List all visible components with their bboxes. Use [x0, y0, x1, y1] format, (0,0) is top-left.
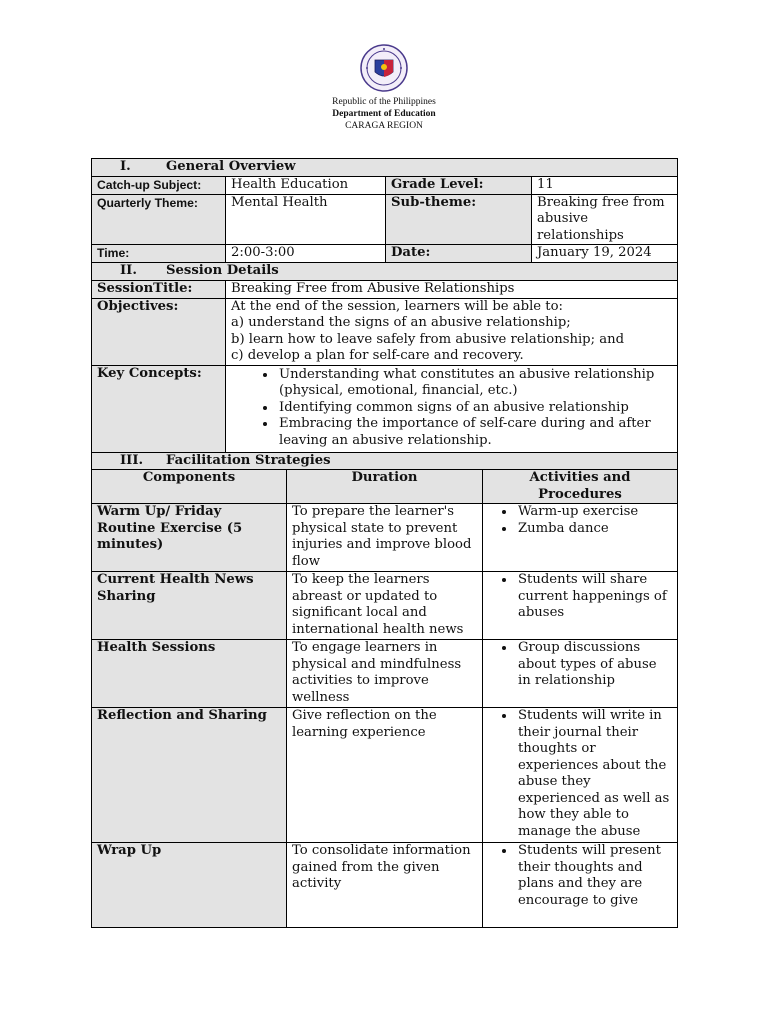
- date-value: January 19, 2024: [532, 245, 678, 263]
- col-header-activities: Activities and Procedures: [483, 470, 678, 504]
- key-concepts-label: Key Concepts:: [92, 365, 226, 452]
- component-cell: Reflection and Sharing: [92, 708, 287, 843]
- subtheme-label: Sub-theme:: [386, 194, 532, 245]
- key-concept-item: • Understanding what constitutes an abusive relationship (physical, emotional, financial, etc.): [277, 367, 672, 400]
- activities-list: [488, 843, 672, 909]
- facilitation-table: [91, 469, 678, 928]
- header-department: Department of Education: [332, 109, 436, 119]
- objective-line: a) understand the signs of an abusive relationship;: [231, 315, 571, 330]
- component-cell: Warm Up/ Friday Routine Exercise (5 minutes): [92, 504, 287, 572]
- date-label: Date:: [386, 245, 532, 263]
- session-title-label: SessionTitle:: [92, 280, 226, 298]
- objective-line: c) develop a plan for self-care and recovery.: [231, 348, 524, 363]
- objective-line: At the end of the session, learners will be able to:: [231, 298, 563, 314]
- component-cell: Wrap Up: [92, 843, 287, 928]
- key-concept-item: • Identifying common signs of an abusive relationship: [277, 400, 672, 417]
- section-general-overview: [92, 159, 678, 177]
- activity-item: • Warm-up exercise: [516, 504, 672, 521]
- table-row: [92, 640, 678, 708]
- duration-cell: To keep the learners abreast or updated to significant local and international health news: [287, 572, 483, 640]
- section-session-details: [92, 263, 678, 281]
- session-title-value: Breaking Free from Abusive Relationships: [226, 280, 678, 298]
- activity-item: • Students will present their thoughts and plans and they are encourage to give: [516, 843, 672, 909]
- activities-cell: [483, 572, 678, 640]
- objective-line: b) learn how to leave safely from abusive relationship; and: [231, 331, 625, 347]
- activity-item: • Group discussions about types of abuse in relationship: [516, 640, 672, 690]
- activities-list: [488, 504, 672, 537]
- time-label: Time:: [92, 245, 226, 263]
- activities-cell: [483, 843, 678, 928]
- duration-cell: To prepare the learner's physical state to prevent injuries and improve blood flow: [287, 504, 483, 572]
- table-row: [92, 572, 678, 640]
- subject-value: Health Education: [226, 176, 386, 194]
- section-title: General Overview: [166, 159, 296, 174]
- table-row: [92, 504, 678, 572]
- header-region: CARAGA REGION: [345, 121, 423, 131]
- section-number: I.: [120, 159, 131, 174]
- activities-cell: [483, 640, 678, 708]
- document-header: [0, 44, 768, 132]
- section-number: II.: [120, 263, 137, 278]
- objectives-label: Objectives:: [92, 298, 226, 365]
- col-header-duration: Duration: [287, 470, 483, 504]
- activities-list: [488, 708, 672, 840]
- duration-cell: Give reflection on the learning experience: [287, 708, 483, 843]
- activity-item: • Students will share current happenings of abuses: [516, 572, 672, 622]
- section-title: Session Details: [166, 263, 279, 278]
- activity-item: • Students will write in their journal their thoughts or experiences about the abuse they experienced as well as how they able to manage the abuse: [516, 708, 672, 840]
- deped-seal-icon: [360, 44, 408, 92]
- component-cell: Health Sessions: [92, 640, 287, 708]
- key-concepts-list: [231, 367, 672, 450]
- time-value: 2:00-3:00: [226, 245, 386, 263]
- section-title: Facilitation Strategies: [166, 452, 331, 468]
- duration-cell: To engage learners in physical and mindfulness activities to improve wellness: [287, 640, 483, 708]
- overview-table: [91, 158, 678, 470]
- grade-label: Grade Level:: [386, 176, 532, 194]
- section-number: III.: [120, 452, 144, 468]
- key-concepts-cell: [226, 365, 678, 452]
- grade-value: 11: [532, 176, 678, 194]
- key-concept-item: • Embracing the importance of self-care during and after leaving an abusive relationship.: [277, 416, 672, 449]
- duration-cell: To consolidate information gained from the given activity: [287, 843, 483, 928]
- header-republic: Republic of the Philippines: [332, 97, 436, 107]
- theme-value: Mental Health: [226, 194, 386, 245]
- table-row: [92, 843, 678, 928]
- subtheme-value: Breaking free from abusive relationships: [532, 194, 678, 245]
- activities-list: [488, 572, 672, 622]
- activities-list: [488, 640, 672, 690]
- table-row: [92, 708, 678, 843]
- objectives-list: [226, 298, 678, 365]
- subject-label: Catch-up Subject:: [92, 176, 226, 194]
- activity-item: • Zumba dance: [516, 521, 672, 538]
- component-cell: Current Health News Sharing: [92, 572, 287, 640]
- activities-cell: [483, 708, 678, 843]
- section-facilitation: [92, 452, 678, 470]
- activities-cell: [483, 504, 678, 572]
- col-header-components: Components: [92, 470, 287, 504]
- theme-label: Quarterly Theme:: [92, 194, 226, 245]
